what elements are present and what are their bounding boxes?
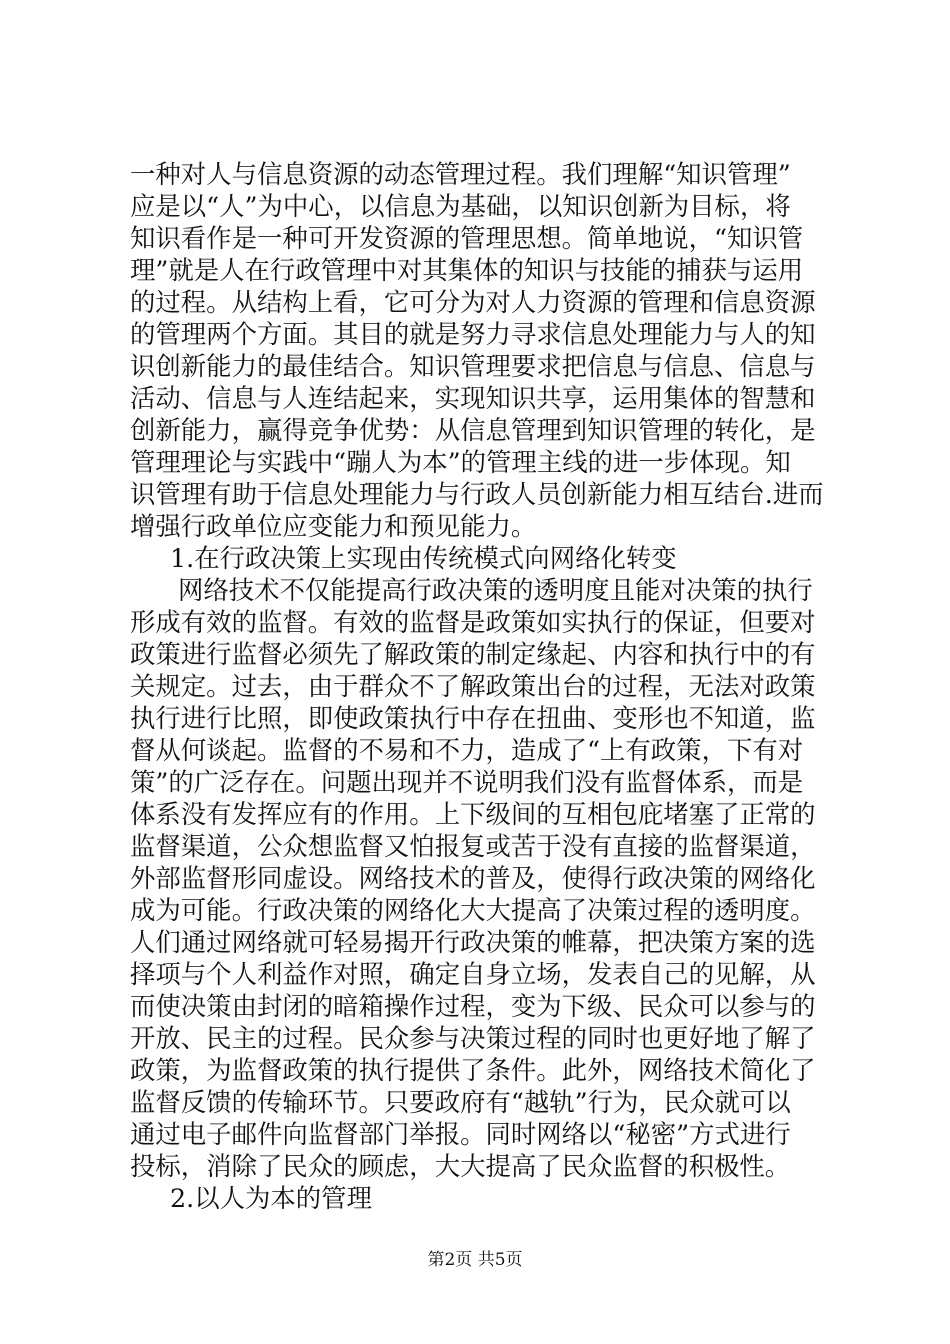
text-line: 体系没有发挥应有的作用。上下级间的互相包庇堵塞了正常的: [130, 799, 816, 829]
text-line: 政策，为监督政策的执行提供了条件。此外，网络技术简化了: [130, 1055, 816, 1085]
text-line: 择项与个人利益作对照，确定自身立场，发表自己的见解，从: [130, 959, 816, 989]
text-line: 知识看作是一种可开发资源的管理思想。简单地说，“知识管: [130, 223, 804, 253]
text-line: 执行进行比照，即使政策执行中存在扭曲、变形也不知道，监: [130, 703, 816, 733]
text-line: 识管理有助于信息处理能力与行政人员创新能力相互结台.进而: [130, 479, 824, 509]
text-line: 理”就是人在行政管理中对其集体的知识与技能的捕获与运用: [130, 255, 804, 285]
text-line: 创新能力，赢得竞争优势：从信息管理到知识管理的转化，是: [130, 415, 816, 445]
text-line: 管理理论与实践中“蹦人为本”的管理主线的进一步体现。知: [130, 447, 791, 477]
text-line: 督从何谈起。监督的不易和不力，造成了“上有政策，下有对: [130, 735, 804, 765]
page-footer: 第2页 共5页: [427, 1250, 523, 1270]
text-line: 投标，消除了民众的顾虑，大大提高了民众监督的积极性。: [130, 1151, 791, 1181]
text-line: 的过程。从结构上看，它可分为对人力资源的管理和信息资源: [130, 287, 816, 317]
text-line: 增强行政单位应变能力和预见能力。: [130, 511, 537, 541]
body-text: [130, 158, 830, 1214]
paragraph-first-line: 网络技术不仅能提高行政决策的透明度且能对决策的执行: [178, 575, 813, 605]
text-line: 通过电子邮件向监督部门举报。同时网络以“秘密”方式进行: [130, 1119, 791, 1149]
section-heading-1: 1.在行政决策上实现由传统模式向网络化转变: [170, 543, 677, 573]
text-line: 成为可能。行政决策的网络化大大提高了决策过程的透明度。: [130, 895, 816, 925]
section-heading-2: 2.以人为本的管理: [170, 1183, 372, 1213]
text-line: 一种对人与信息资源的动态管理过程。我们理解“知识管理”: [130, 159, 791, 189]
text-line: 策”的广泛存在。问题出现并不说明我们没有监督体系，而是: [130, 767, 804, 797]
text-line: 形成有效的监督。有效的监督是政策如实执行的保证，但要对: [130, 607, 816, 637]
text-line: 应是以“人”为中心，以信息为基础，以知识创新为目标，将: [130, 191, 791, 221]
text-line: 关规定。过去，由于群众不了解政策出台的过程，无法对政策: [130, 671, 816, 701]
text-line: 识创新能力的最佳结合。知识管理要求把信息与信息、信息与: [130, 351, 816, 381]
text-line: 的管理两个方面。其目的就是努力寻求信息处理能力与人的知: [130, 319, 816, 349]
text-line: 外部监督形同虚设。网络技术的普及，使得行政决策的网络化: [130, 863, 816, 893]
text-line: 监督渠道，公众想监督又怕报复或苦于没有直接的监督渠道，: [130, 831, 816, 861]
text-line: 而使决策由封闭的暗箱操作过程，变为下级、民众可以参与的: [130, 991, 816, 1021]
text-line: 人们通过网络就可轻易揭开行政决策的帷幕，把决策方案的选: [130, 927, 816, 957]
text-line: 开放、民主的过程。民众参与决策过程的同时也更好地了解了: [130, 1023, 816, 1053]
text-line: 监督反馈的传输环节。只要政府有“越轨”行为，民众就可以: [130, 1087, 791, 1117]
text-line: 政策进行监督必须先了解政策的制定缘起、内容和执行中的有: [130, 639, 816, 669]
text-line: 活动、信息与人连结起来，实现知识共享，运用集体的智慧和: [130, 383, 816, 413]
